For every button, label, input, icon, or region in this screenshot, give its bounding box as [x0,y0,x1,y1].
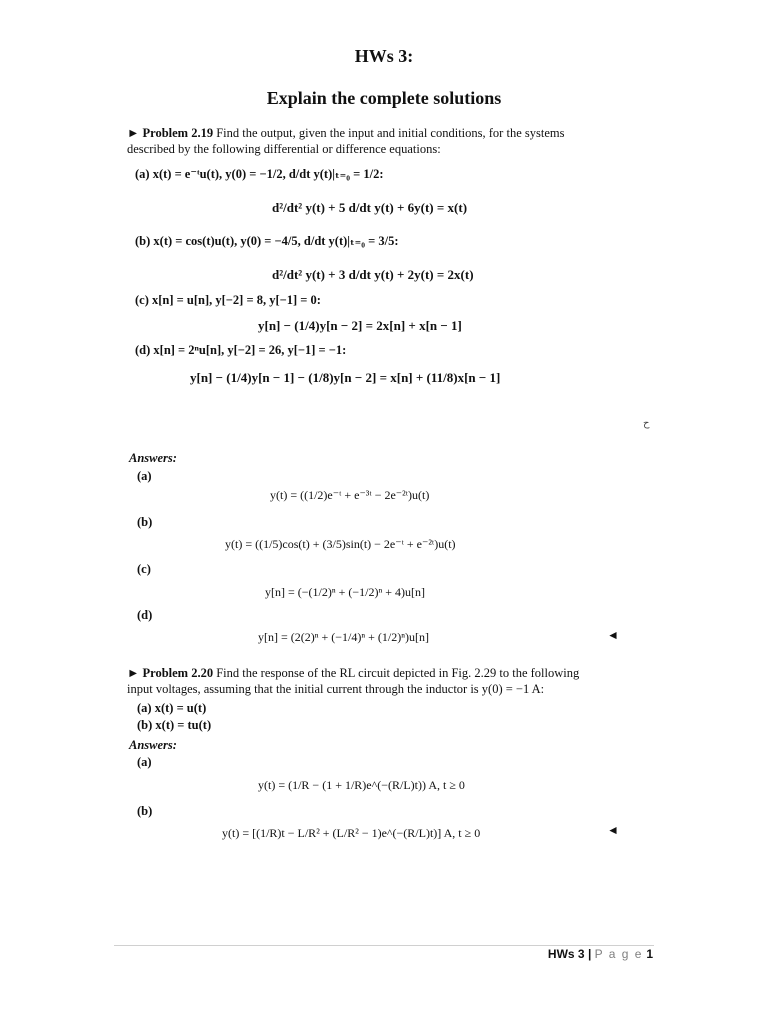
problem-220-b-condition: (b) x(t) = tu(t) [137,718,212,732]
problem-219-b-equation: d²/dt² y(t) + 3 d/dt y(t) + 2y(t) = 2x(t) [272,267,474,282]
answer-219-b-label: (b) [137,515,153,529]
answer-219-d-label: (d) [137,608,153,622]
answer-220-b-label: (b) [137,804,153,818]
problem-marker: ► [127,126,140,140]
problem-219-c-equation: y[n] − (1/4)y[n − 2] = 2x[n] + x[n − 1] [258,318,462,333]
problem-text: Find the output, given the input and initial conditions, for the systems [216,126,565,140]
page-subtitle: Explain the complete solutions [266,88,502,108]
problem-220-header [127,665,579,681]
problem-219-b-condition: (b) x(t) = cos(t)u(t), y(0) = −4/5, d/dt y(t)|ₜ₌₀ = 3/5: [135,234,399,248]
footer-separator: | [587,947,592,961]
problem-219-header [127,125,564,141]
answer-220-a-label: (a) [137,755,152,769]
problem-219-a-equation: d²/dt² y(t) + 5 d/dt y(t) + 6y(t) = x(t) [272,200,468,215]
answer-219-b-equation: y(t) = ((1/5)cos(t) + (3/5)sin(t) − 2e⁻ᵗ + e⁻²ᵗ)u(t) [225,537,456,551]
end-of-problem-220-marker: ◄ [607,823,619,837]
answer-219-c-equation: y[n] = (−(1/2)ⁿ + (−1/2)ⁿ + 4)u[n] [265,585,426,599]
answer-219-a-label: (a) [137,469,152,483]
end-of-problem-219-marker: ◄ [607,628,619,642]
page-footer [548,947,653,961]
problem-219-d-equation: y[n] − (1/4)y[n − 1] − (1/8)y[n − 2] = x[n] + (11/8)x[n − 1] [190,370,501,385]
problem-219-text-2: described by the following differential or difference equations: [127,142,441,156]
problem-220-a-condition: (a) x(t) = u(t) [137,701,207,715]
answer-220-a-equation: y(t) = (1/R − (1 + 1/R)e^(−(R/L)t)) A, t ≥ 0 [258,778,465,792]
answer-219-a-equation: y(t) = ((1/2)e⁻ᵗ + e⁻³ᵗ − 2e⁻²ᵗ)u(t) [270,488,430,502]
answers-220-label: Answers: [129,738,177,752]
problem-text: Find the response of the RL circuit depicted in Fig. 2.29 to the following [216,666,580,680]
answers-219-label: Answers: [129,451,177,465]
problem-219-d-condition: (d) x[n] = 2ⁿu[n], y[−2] = 26, y[−1] = −1: [135,343,347,357]
page-title: HWs 3: [354,46,414,66]
footer-doc-name: HWs 3 [547,947,585,961]
footer-page-word: P a g e [594,947,643,961]
footer-divider [114,945,654,946]
answer-219-c-label: (c) [137,562,151,576]
problem-219-c-condition: (c) x[n] = u[n], y[−2] = 8, y[−1] = 0: [135,293,321,307]
problem-marker: ► [127,666,140,680]
footer-page-number: 1 [646,947,653,961]
problem-219-a-condition: (a) x(t) = e⁻ᵗu(t), y(0) = −1/2, d/dt y(t)|ₜ₌₀ = 1/2: [135,167,384,181]
problem-label: Problem 2.20 [142,666,214,680]
answer-220-b-equation: y(t) = [(1/R)t − L/R² + (L/R² − 1)e^(−(R/L)t)] A, t ≥ 0 [222,826,481,840]
answer-219-d-equation: y[n] = (2(2)ⁿ + (−1/4)ⁿ + (1/2)ⁿ)u[n] [258,630,430,644]
problem-label: Problem 2.19 [142,126,214,140]
problem-220-text-2: input voltages, assuming that the initial current through the inductor is y(0) = −1 A: [127,682,545,696]
stray-mark: ح [643,418,650,429]
